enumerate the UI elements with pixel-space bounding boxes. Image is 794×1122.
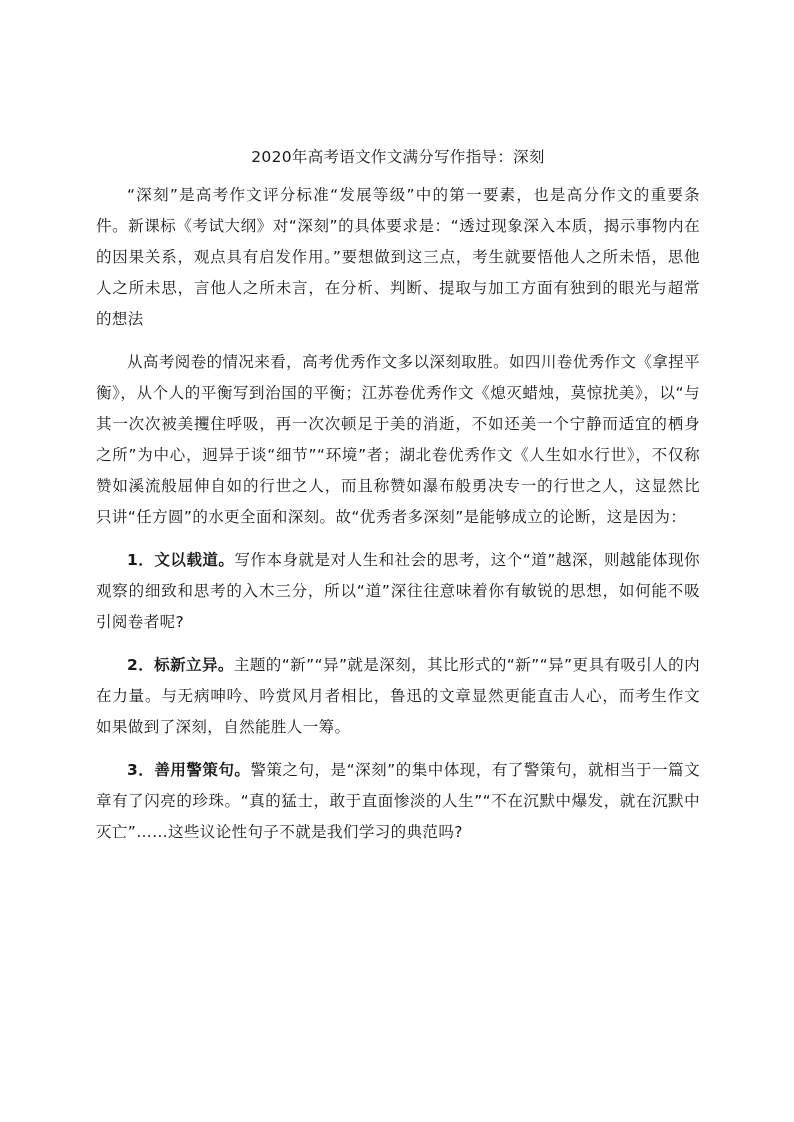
point-body-2: 主题的“新”“异”就是深刻，其比形式的“新”“异”更具有吸引人的内在力量。与无病呻吟、吟赏风月者相比，鲁迅的文章显然更能直击人心，而考生作文如果做到了深刻，自然能胜人一筹。 [96, 656, 700, 736]
document-title: 2020年高考语文作文满分写作指导：深刻 [251, 148, 545, 166]
point-heading-1: 1．文以载道。 [127, 551, 235, 569]
point-body-3: 警策之句，是“深刻”的集中体现，有了警策句，就相当于一篇文章有了闪亮的珍珠。“真的猛士，敢于直面惨淡的人生”“不在沉默中爆发，就在沉默中灭亡”……这些议论性句子不就是我们学习的典范吗? [96, 761, 700, 841]
point-body-1: 写作本身就是对人生和社会的思考，这个“道”越深，则越能体现你观察的细致和思考的入木三分，所以“道”深往往意味着你有敏锐的思想，如何能不吸引阅卷者呢? [96, 551, 700, 631]
point-paragraph-2 [96, 650, 700, 743]
intro-paragraph: “深刻”是高考作文评分标准“发展等级”中的第一要素，也是高分作文的重要条件。新课标《考试大纲》对“深刻”的具体要求是：“透过现象深入本质，揭示事物内在的因果关系，观点具有启发作用。”要想做到这三点，考生就要悟他人之所未悟，思他人之所未思，言他人之所未言，在分析、判断、提取与加工方面有独到的眼光与超常的想法 [96, 186, 700, 328]
point-heading-3: 3．善用警策句。 [127, 761, 251, 779]
point-heading-2: 2．标新立异。 [127, 656, 234, 674]
document-body [96, 146, 700, 848]
point-paragraph-1 [96, 545, 700, 638]
point-paragraph-3 [96, 755, 700, 848]
analysis-paragraph: 从高考阅卷的情况来看，高考优秀作文多以深刻取胜。如四川卷优秀作文《拿捏平衡》，从个人的平衡写到治国的平衡；江苏卷优秀作文《熄灭蜡烛，莫惊扰美》，以“与其一次次被美攫住呼吸，再一次次顿足于美的消逝，不如还美一个宁静而适宜的栖身之所”为中心，迥异于谈“细节”“环境”者；湖北卷优秀作文《人生如水行世》，不仅称赞如溪流般屈伸自如的行世之人，而且称赞如瀑布般勇决专一的行世之人，这显然比只讲“任方圆”的水更全面和深刻。故“优秀者多深刻”是能够成立的论断，这是因为： [96, 353, 700, 526]
